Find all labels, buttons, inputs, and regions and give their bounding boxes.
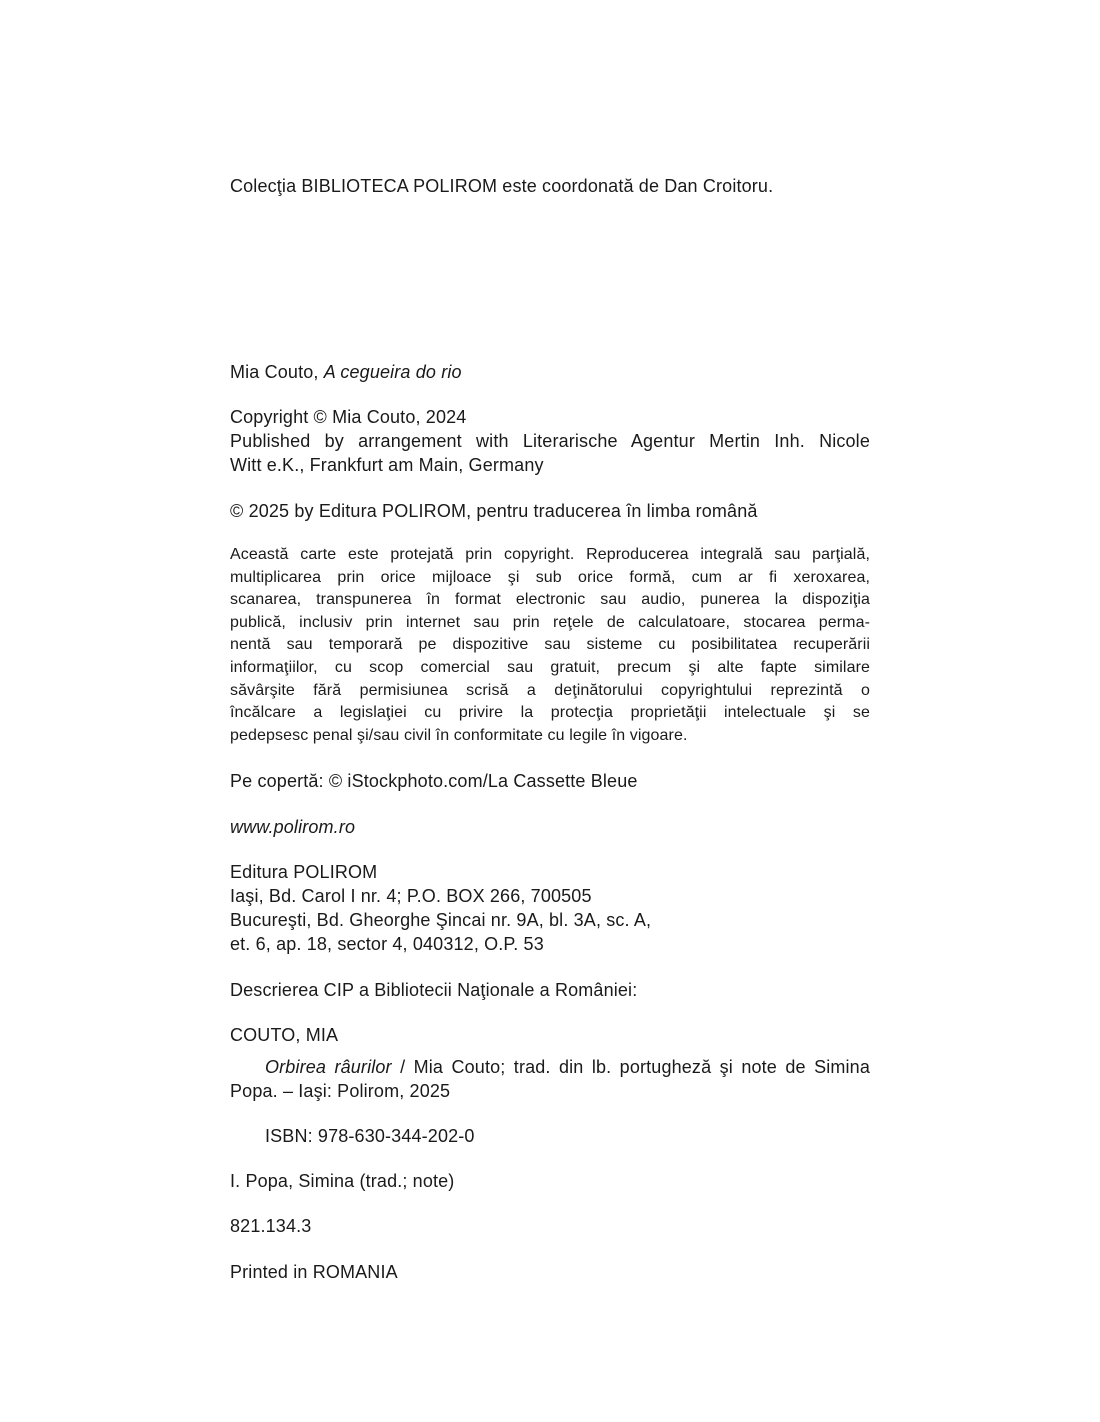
copyright-block xyxy=(230,405,870,477)
translation-rights: © 2025 by Editura POLIROM, pentru traducerea în limba română xyxy=(230,501,758,521)
legal-notice-line: nentă sau temporară pe dispozitive sau sisteme cu posibilitatea recuperării xyxy=(230,636,870,654)
legal-notice-line: săvârşite fără permisiunea scrisă a deţinătorului copyrightului reprezintă o xyxy=(230,681,870,699)
address-bucuresti-cont: et. 6, ap. 18, sector 4, 040312, O.P. 53 xyxy=(230,934,544,954)
website-line xyxy=(230,815,870,839)
publisher-address xyxy=(230,860,870,956)
agency-line: Witt e.K., Frankfurt am Main, Germany xyxy=(230,455,544,475)
cip-record xyxy=(230,1055,870,1103)
cip-heading: Descrierea CIP a Bibliotecii Naţionale a României: xyxy=(230,980,638,1000)
isbn: ISBN: 978-630-344-202-0 xyxy=(265,1126,475,1146)
collection-note: Colecţia BIBLIOTECA POLIROM este coordonată de Dan Croitoru. xyxy=(230,176,774,196)
cip-contributor: I. Popa, Simina (trad.; note) xyxy=(230,1171,455,1191)
cip-title: Orbirea râurilor xyxy=(265,1057,392,1077)
address-bucuresti: Bucureşti, Bd. Gheorghe Şincai nr. 9A, bl. 3A, sc. A, xyxy=(230,910,652,930)
legal-notice-line: informaţiilor, cu scop comercial sau gratuit, precum şi alte fapte similare xyxy=(230,658,870,676)
original-title: A cegueira do rio xyxy=(323,362,462,382)
address-iasi: Iaşi, Bd. Carol I nr. 4; P.O. BOX 266, 700505 xyxy=(230,886,592,906)
cover-credit: Pe copertă: © iStockphoto.com/La Cassette Bleue xyxy=(230,771,638,791)
original-title-line xyxy=(230,360,870,384)
cip-record-rest: / Mia Couto; trad. din lb. portugheză şi note de Simina xyxy=(391,1057,870,1077)
legal-notice-line: publică, inclusiv prin internet sau prin reţele de calculatoare, stocarea perma- xyxy=(230,613,870,631)
copyright-line: Copyright © Mia Couto, 2024 xyxy=(230,407,467,427)
printed-in: Printed in ROMANIA xyxy=(230,1262,398,1282)
website-link[interactable]: www.polirom.ro xyxy=(230,817,356,837)
copyright-page xyxy=(230,0,870,1422)
cip-record-line xyxy=(230,1055,870,1079)
publisher-name: Editura POLIROM xyxy=(230,862,378,882)
cip-imprint: Popa. – Iaşi: Polirom, 2025 xyxy=(230,1081,451,1101)
cip-author-heading: COUTO, MIA xyxy=(230,1025,339,1045)
legal-notice-line: Această carte este protejată prin copyright. Reproducerea integrală sau parţială, xyxy=(230,546,870,563)
legal-notice xyxy=(230,544,870,747)
legal-notice-line: pedepsesc penal şi/sau civil în conformitate cu legile în vigoare. xyxy=(230,726,688,744)
original-author: Mia Couto, xyxy=(230,362,324,382)
legal-notice-line: încălcare a legislaţiei cu privire la protecţia proprietăţii intelectuale şi se xyxy=(230,704,870,722)
legal-notice-line: scanarea, transpunerea în format electronic sau audio, punerea la dispoziţia xyxy=(230,591,870,609)
arrangement-line: Published by arrangement with Literarische Agentur Mertin Inh. Nicole xyxy=(230,431,870,451)
cip-classification: 821.134.3 xyxy=(230,1216,312,1236)
legal-notice-line: multiplicarea prin orice mijloace şi sub orice formă, cum ar fi xeroxarea, xyxy=(230,568,870,586)
